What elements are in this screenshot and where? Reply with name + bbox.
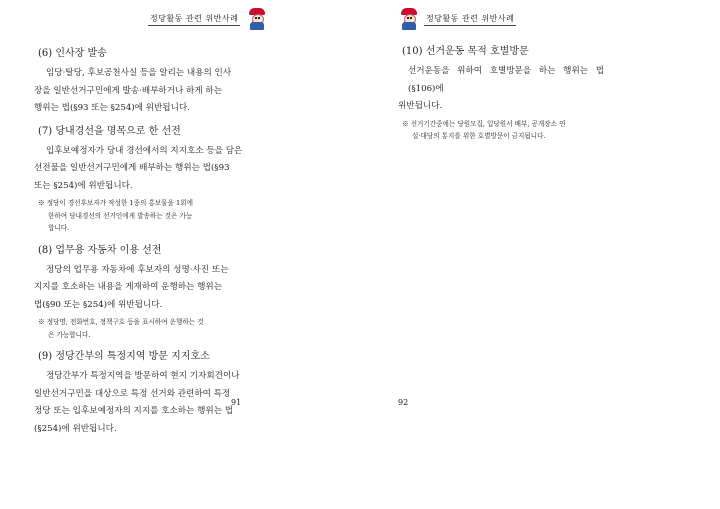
section-text-line: 입후보예정자가 당내 경선에서의 지지호소 등을 담은 [46, 145, 243, 156]
section-8 [34, 241, 248, 342]
section-text-line: 선전물을 일반선거구민에게 배부하는 행위는 법(§93 [34, 163, 230, 173]
mascot-icon [398, 8, 420, 30]
section-title: (8) 업무용 자동차 이용 선전 [38, 244, 162, 256]
section-7 [34, 122, 248, 235]
section-note [34, 197, 248, 235]
section-text-line: 일반선거구민을 대상으로 특정 선거와 관련하여 특정 [34, 388, 231, 399]
section-9 [34, 347, 248, 438]
header-title: 정당활동 관련 위반사례 [424, 13, 516, 26]
page-number: 92 [398, 398, 409, 407]
section-text-line: 지지를 호소하는 내용을 게재하여 운행하는 행위는 [34, 282, 222, 292]
note-line: 은 가능합니다. [48, 330, 91, 339]
section-text-line: 임당·탈당, 후보공천사실 등을 알리는 내용의 인사 [46, 68, 232, 78]
mascot-icon [246, 8, 268, 30]
right-content [398, 42, 604, 143]
section-text-line: 또는 §254)에 위반됩니다. [34, 180, 133, 191]
section-text-line: (§254)에 위반됩니다. [34, 423, 117, 434]
section-text-line: 장을 일반선거구민에게 발송·배부하거나 하게 하는 [34, 85, 222, 96]
section-title: (7) 당내경선을 명목으로 한 선전 [38, 125, 181, 137]
right-page [360, 0, 720, 509]
section-text-line: 행위는 법(§93 또는 §254)에 위반됩니다. [34, 103, 190, 113]
note-line: ※ 선거기간중에는 당원모집, 입당원서 배부, 공개장소 연 [402, 119, 566, 128]
section-text-line: 선거운동을 위하여 호별방문을 하는 행위는 법(§106)에 [408, 66, 604, 94]
section-6 [34, 44, 248, 118]
section-title: (9) 정당간부의 특정지역 방문 지지호소 [38, 351, 210, 362]
header-title: 정당활동 관련 위반사례 [148, 13, 240, 26]
section-10 [398, 42, 604, 143]
section-text-line: 위반됩니다. [398, 101, 443, 111]
section-note [34, 316, 248, 341]
section-text-line: 법(§90 또는 §254)에 위반됩니다. [34, 299, 163, 310]
section-title: (6) 인사장 발송 [38, 48, 107, 59]
page-number: 91 [231, 398, 242, 407]
note-line: ※ 정당명, 전화번호, 정책구호 등을 표시하여 운행하는 것 [38, 318, 204, 326]
note-line: 합니다. [48, 224, 70, 232]
section-text-line: 정당 또는 입후보예정자의 지지를 호소하는 행위는 법 [34, 406, 234, 416]
page-header [148, 8, 268, 30]
left-content [34, 44, 248, 438]
section-text-line: 정당간부가 특정지역을 방문하여 현지 기자회견이나 [46, 371, 240, 381]
note-line: ※ 정당이 경선후보자가 작성한 1종의 홍보물을 1회에 [38, 199, 193, 207]
note-line: 한하여 당내경선의 선거인에게 발송하는 것은 가능 [48, 211, 193, 220]
note-line: 설·대담의 통지를 위한 호별방문이 금지됩니다. [412, 132, 546, 140]
page-header [398, 8, 516, 30]
section-text-line: 정당의 업무용 자동차에 후보자의 성명·사진 또는 [46, 264, 229, 275]
section-note [398, 118, 604, 143]
section-title: (10) 선거운동 목적 호별방문 [402, 46, 529, 57]
